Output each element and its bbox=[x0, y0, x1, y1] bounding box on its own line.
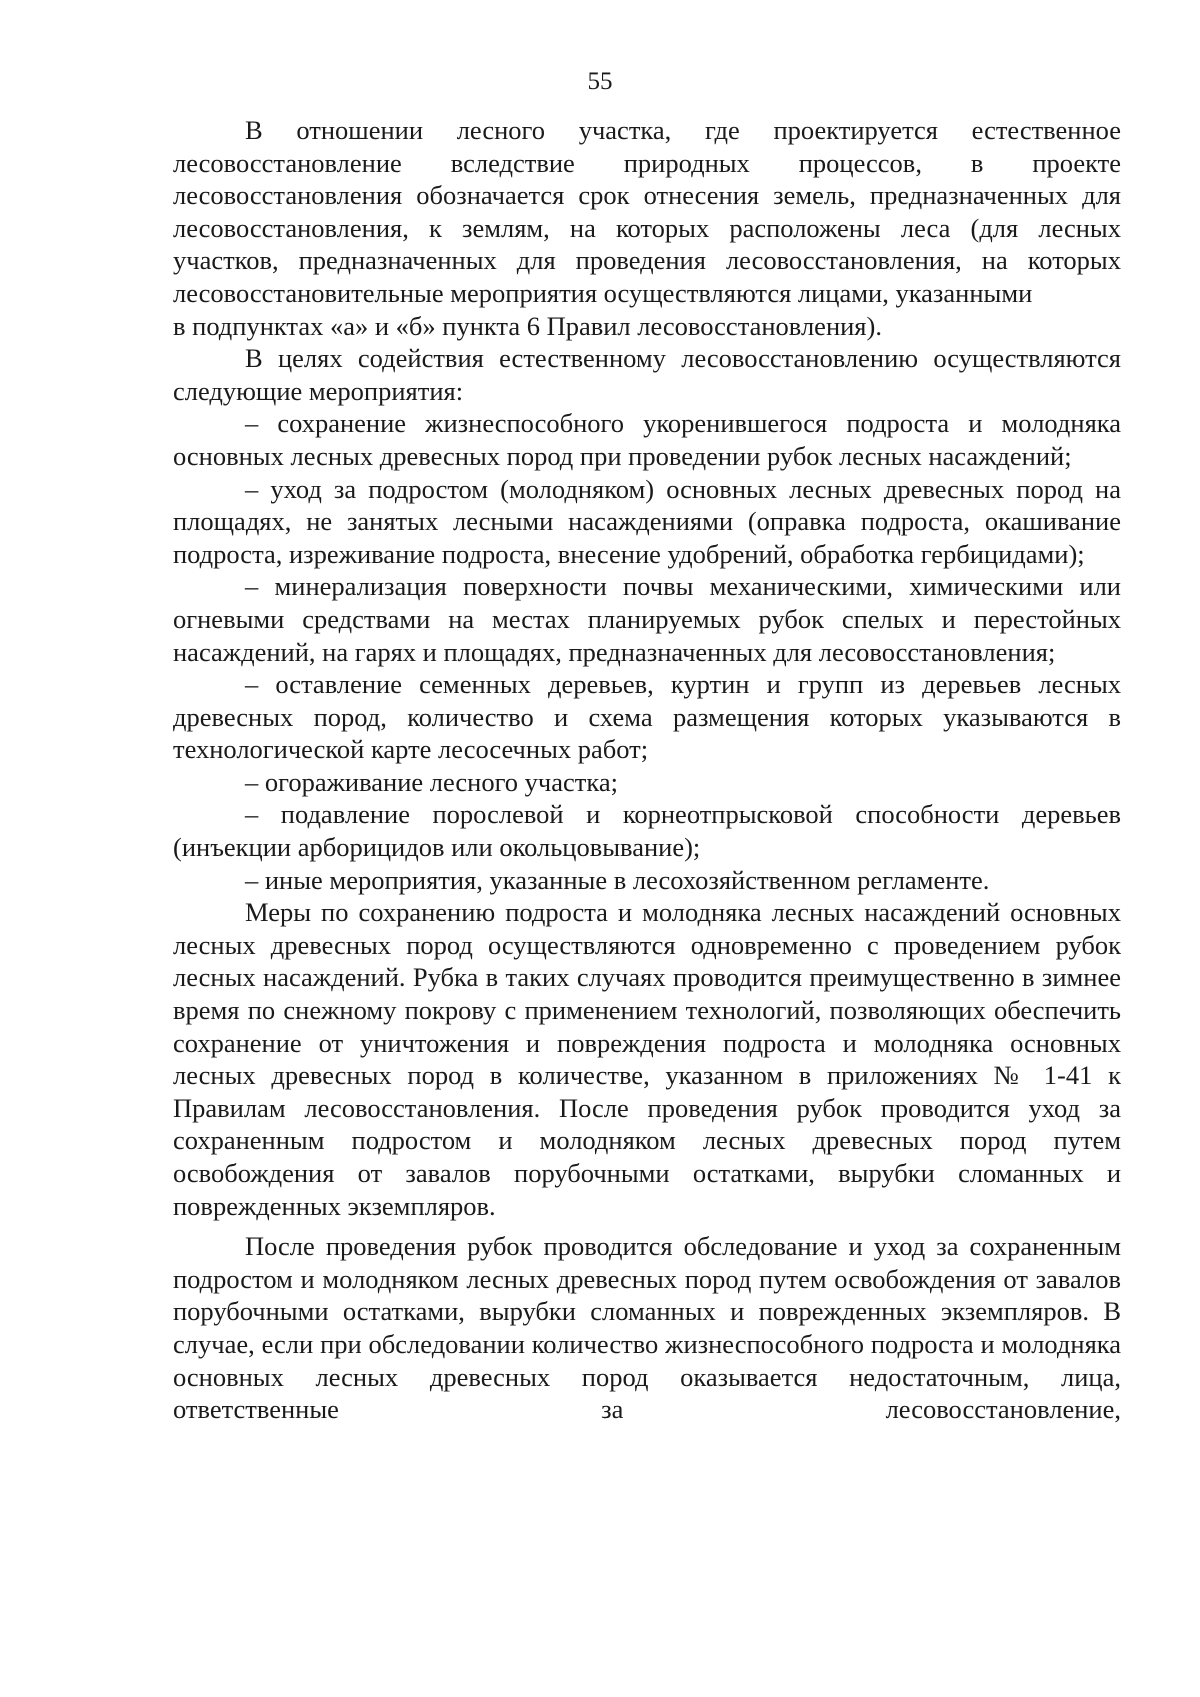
paragraph: В отношении лесного участка, где проектируется естественное лесовосстановление вследствие природных процессов, в проекте лесовосстановления обозначается срок отнесения земель, предназначенных для лесовосстановления, к землям, на которых расположены леса (для лесных участков, предназначенных для проведения лесовосстановления, на которых лесовосстановительные мероприятия осуществляются лицами, указанными bbox=[173, 115, 1121, 308]
paragraph: в подпунктах «а» и «б» пункта 6 Правил лесовосстановления). bbox=[173, 310, 882, 341]
paragraph: Меры по сохранению подроста и молодняка лесных насаждений основных лесных древесных пород осуществляются одновременно с проведением рубок лесных насаждений. Рубка в таких случаях проводится преимущественно в зимнее время по снежному покрову с применением технологий, позволяющих обеспечить сохранение от уничтожения и повреждения подроста и молодняка основных лесных древесных пород в количестве, указанном в приложениях № 1-41 к Правилам лесовосстановления. После проведения рубок проводится уход за сохраненным подростом и молодняком лесных древесных пород путем освобождения от завалов порубочными остатками, вырубки сломанных и поврежденных экземпляров. bbox=[173, 897, 1121, 1221]
paragraph: После проведения рубок проводится обследование и уход за сохраненным подростом и молодняком лесных древесных пород путем освобождения от завалов порубочными остатками, вырубки сломанных и поврежденных экземпляров. В случае, если при обследовании количество жизнеспособного подроста и молодняка основных лесных древесных пород оказывается недостаточным, лица, ответственные за лесовосстановление, bbox=[173, 1231, 1121, 1425]
page-number: 55 bbox=[587, 68, 613, 95]
paragraph: В целях содействия естественному лесовосстановлению осуществляются следующие мероприятия: bbox=[173, 343, 1121, 406]
list-item: – уход за подростом (молодняком) основных лесных древесных пород на площадях, не занятых лесными насаждениями (оправка подроста, окашивание подроста, изреживание подроста, внесение удобрений, обработка гербицидами); bbox=[173, 473, 1121, 569]
document-body bbox=[173, 114, 1121, 1426]
list-item: – подавление порослевой и корнеотпрысковой способности деревьев (инъекции арборицидов или окольцовывание); bbox=[173, 799, 1121, 863]
list-item: – сохранение жизнеспособного укоренившегося подроста и молодняка основных лесных древесных пород при проведении рубок лесных насаждений; bbox=[173, 408, 1121, 471]
list-item: – минерализация поверхности почвы механическими, химическими или огневыми средствами на местах планируемых рубок спелых и перестойных насаждений, на гарях и площадях, предназначенных для лесовосстановления; bbox=[173, 571, 1121, 667]
list-item: – иные мероприятия, указанные в лесохозяйственном регламенте. bbox=[245, 864, 990, 895]
list-item: – огораживание лесного участка; bbox=[245, 766, 618, 797]
list-item: – оставление семенных деревьев, куртин и групп из деревьев лесных древесных пород, количество и схема размещения которых указываются в технологической карте лесосечных работ; bbox=[173, 669, 1121, 765]
